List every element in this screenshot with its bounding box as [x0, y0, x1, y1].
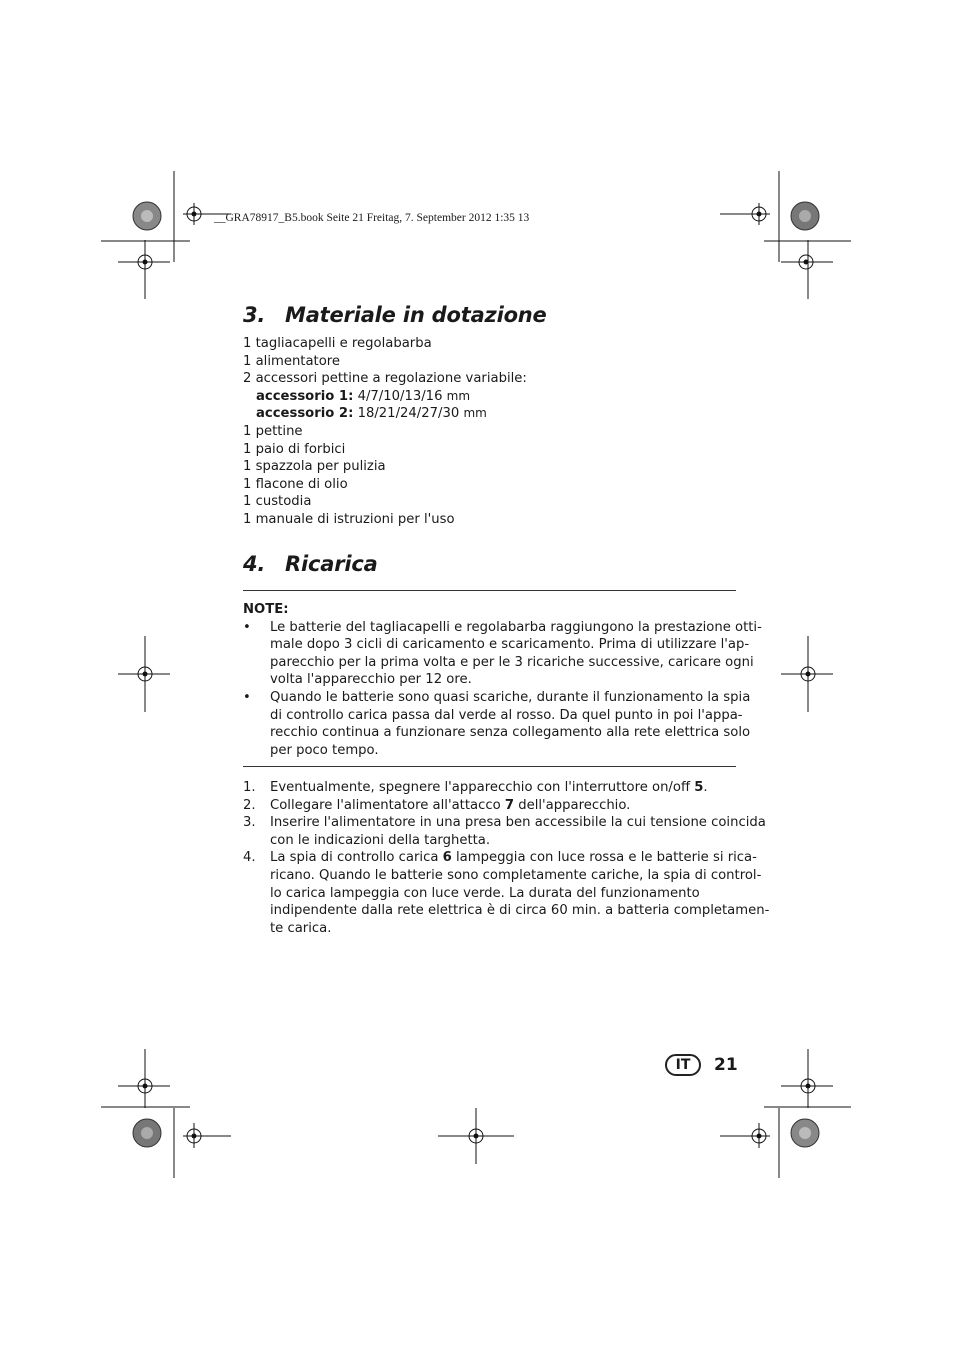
step-text: ricano. Quando le batterie sono completamente cariche, la spia di control-	[270, 867, 762, 883]
step-item	[243, 849, 770, 937]
step-text: lo carica lampeggia con luce verde. La durata del funzionamento	[270, 885, 700, 901]
note-line: recchio continua a funzionare senza collegamento alla rete elettrica solo	[270, 725, 751, 741]
section-4-number: 4.	[243, 552, 266, 576]
step-text: Eventualmente, spegnere l'apparecchio con l'interruttore on/off	[270, 780, 695, 795]
section-4-title: Ricarica	[285, 552, 378, 576]
list-item: 1 spazzola per pulizia	[243, 459, 386, 475]
list-item: 1 flacone di olio	[243, 476, 348, 492]
note-box	[243, 601, 762, 759]
list-item: 1 tagliacapelli e regolabarba	[243, 336, 432, 351]
accessory-2-label: accessorio 2:	[256, 406, 354, 422]
step-text: Collegare l'alimentatore all'attacco	[270, 797, 505, 813]
note-item	[243, 619, 762, 689]
step-text: te carica.	[270, 920, 332, 936]
accessory-1	[243, 388, 527, 406]
note-line: volta l'apparecchio per 12 ore.	[270, 672, 472, 688]
step-item	[243, 814, 766, 849]
list-item: 1 manuale di istruzioni per l'uso	[243, 511, 455, 527]
step-number: 2.	[243, 797, 256, 813]
step-text: dell'apparecchio.	[514, 797, 631, 813]
language-badge: IT	[665, 1054, 701, 1076]
note-item	[243, 689, 751, 759]
list-item: 2 accessori pettine a regolazione variabile:	[243, 371, 527, 387]
note-line: Le batterie del tagliacapelli e regolabarba raggiungono la prestazione otti-	[270, 619, 762, 635]
section-3-heading	[243, 303, 547, 327]
step-item	[243, 779, 738, 797]
file-info-header: __GRA78917_B5.book Seite 21 Freitag, 7. September 2012 1:35 13	[214, 212, 530, 224]
note-line: male dopo 3 cicli di caricamento e scaricamento. Prima di utilizzare l'ap-	[270, 637, 750, 653]
accessory-2	[243, 405, 527, 423]
bullet: •	[243, 689, 251, 705]
step-ref: 6	[442, 850, 452, 866]
step-text: Inserire l'alimentatore in una presa ben accessibile la cui tensione coincida	[270, 815, 766, 831]
note-line: parecchio per la prima volta e per le 3 ricariche successive, caricare ogni	[270, 654, 754, 670]
list-item: 1 paio di forbici	[243, 441, 346, 457]
section-3-list	[243, 335, 527, 529]
steps-list	[243, 779, 770, 937]
step-text: lampeggia con luce rossa e le batterie si rica-	[451, 850, 757, 866]
step-ref: 5	[694, 780, 704, 795]
note-line: Quando le batterie sono quasi scariche, durante il funzionamento la spia	[270, 689, 751, 705]
step-item	[243, 797, 738, 815]
step-text: indipendente dalla rete elettrica è di circa 60 min. a batteria completamen-	[270, 903, 770, 919]
note-line: per poco tempo.	[270, 742, 379, 758]
step-number: 3.	[243, 815, 256, 831]
step-text: .	[703, 780, 708, 795]
accessory-2-value: 18/21/24/27/30	[353, 406, 464, 422]
step-number: 4.	[243, 850, 256, 866]
accessory-1-label: accessorio 1:	[256, 388, 354, 404]
note-top-divider	[243, 590, 736, 591]
accessory-1-unit: mm	[446, 388, 471, 403]
step-text: La spia di controllo carica	[270, 850, 443, 866]
bullet: •	[243, 619, 251, 635]
step-text: con le indicazioni della targhetta.	[270, 832, 491, 848]
note-bottom-divider	[243, 766, 736, 767]
step-number: 1.	[243, 780, 256, 795]
section-3-number: 3.	[243, 303, 266, 327]
note-line: di controllo carica passa dal verde al rosso. Da quel punto in poi l'appa-	[270, 707, 743, 723]
section-4-heading	[243, 552, 378, 576]
accessory-1-value: 4/7/10/13/16	[353, 388, 447, 404]
list-item: 1 alimentatore	[243, 353, 341, 369]
list-item: 1 custodia	[243, 494, 312, 510]
step-ref: 7	[504, 797, 515, 813]
note-label: NOTE:	[243, 602, 289, 617]
accessory-2-unit: mm	[463, 406, 487, 421]
page-number: 21	[714, 1055, 738, 1075]
list-item: 1 pettine	[243, 423, 303, 439]
section-3-title: Materiale in dotazione	[285, 303, 547, 327]
